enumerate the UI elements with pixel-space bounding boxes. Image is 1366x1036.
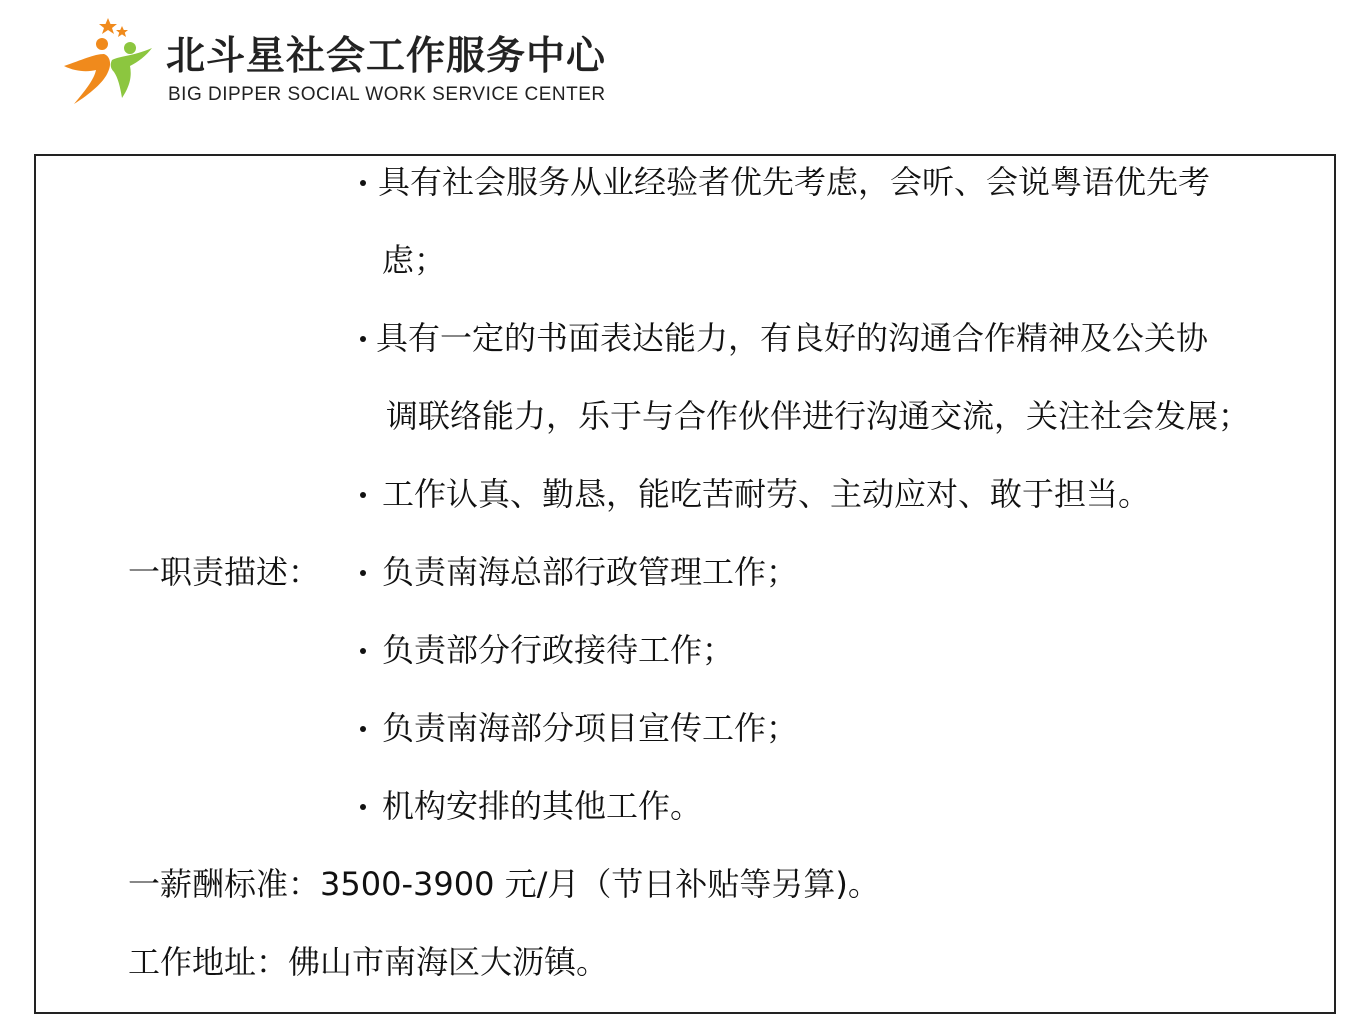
bullet-icon	[360, 336, 366, 342]
requirement-communication: 具有一定的书面表达能力，有良好的沟通合作精神及公关协	[376, 319, 1209, 357]
bullet-icon	[360, 726, 366, 732]
duty-item: 负责部分行政接待工作；	[382, 631, 735, 669]
bullet-icon	[360, 804, 366, 810]
bullet-icon	[360, 492, 366, 498]
salary-standard: 一薪酬标准：3500-3900 元/月（节日补贴等另算)。	[128, 865, 880, 903]
work-address: 工作地址：佛山市南海区大沥镇。	[128, 943, 609, 981]
duty-item: 负责南海总部行政管理工作；	[382, 553, 799, 591]
bullet-icon	[360, 648, 366, 654]
bullet-icon	[360, 570, 366, 576]
duties-label: 一职责描述：	[128, 553, 321, 591]
requirement-attitude: 工作认真、勤恳，能吃苦耐劳、主动应对、敢于担当。	[382, 475, 1151, 513]
requirement-experience: 具有社会服务从业经验者优先考虑，会听、会说粤语优先考	[378, 163, 1211, 201]
header	[60, 14, 680, 114]
duty-item: 负责南海部分项目宣传工作；	[382, 709, 799, 747]
organization-name-cn: 北斗星社会工作服务中心	[166, 34, 607, 79]
bullet-icon	[360, 180, 366, 186]
organization-name-en: BIG DIPPER SOCIAL WORK SERVICE CENTER	[168, 84, 606, 105]
requirement-communication-cont: 调联络能力，乐于与合作伙伴进行沟通交流，关注社会发展；	[386, 397, 1251, 435]
duty-item: 机构安排的其他工作。	[382, 787, 703, 825]
big-dipper-logo-icon	[60, 14, 160, 110]
job-details-box	[34, 154, 1336, 1014]
requirement-experience-cont: 虑；	[382, 241, 447, 279]
